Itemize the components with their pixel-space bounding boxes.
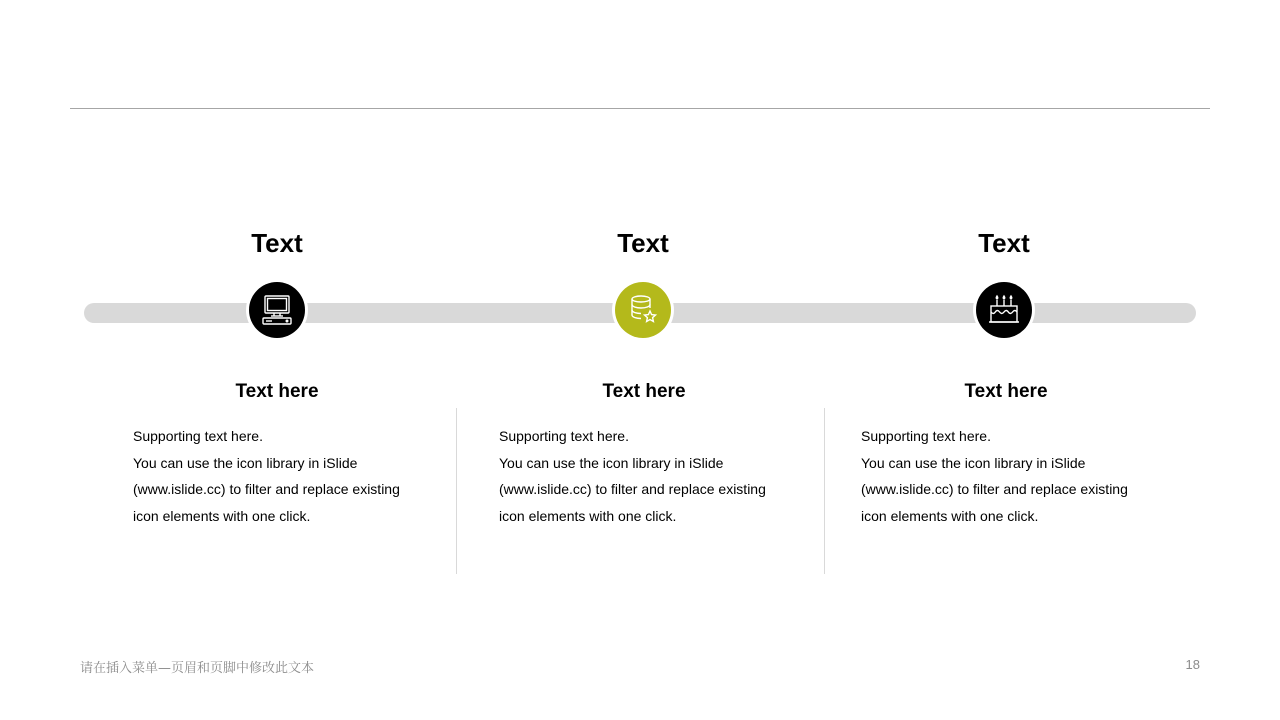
database-star-icon: [626, 293, 660, 327]
step-1-body-line: Supporting text here.: [133, 428, 263, 444]
step-2-title: Text: [617, 228, 669, 258]
step-2-body-line: icon elements with one click.: [499, 507, 677, 524]
step-3-title: Text: [978, 228, 1030, 258]
footer-text: 请在插入菜单—页眉和页脚中修改此文本: [80, 661, 315, 676]
step-1-body-line: icon elements with one click.: [133, 507, 311, 524]
step-1-body-line: You can use the icon library in iSlide: [133, 454, 358, 471]
step-3-subtitle: Text here: [964, 381, 1048, 402]
step-2-body-line: You can use the icon library in iSlide: [499, 454, 724, 471]
computer-icon: [260, 293, 294, 327]
step-3-body-line: You can use the icon library in iSlide: [861, 454, 1086, 471]
step-3-body-line: icon elements with one click.: [861, 507, 1039, 524]
step-2-node: [612, 279, 674, 341]
step-3-disc: [976, 282, 1032, 338]
step-3-node: [973, 279, 1035, 341]
step-2-body: [499, 423, 789, 529]
step-2-body-line: (www.islide.cc) to filter and replace existing: [499, 481, 766, 497]
step-3-body: [861, 423, 1151, 529]
column-divider: [456, 408, 457, 574]
step-1-title: Text: [251, 228, 303, 258]
step-2-disc: [615, 282, 671, 338]
step-1-body-line: (www.islide.cc) to filter and replace existing: [133, 481, 400, 497]
step-3-body-line: (www.islide.cc) to filter and replace existing: [861, 481, 1128, 497]
page-number: 18: [1185, 657, 1200, 672]
step-1-subtitle: Text here: [235, 381, 319, 402]
step-2-body-line: Supporting text here.: [499, 428, 629, 444]
header-rule: [70, 108, 1210, 109]
step-2-subtitle: Text here: [602, 381, 686, 402]
step-3-body-line: Supporting text here.: [861, 428, 991, 444]
birthday-cake-icon: [987, 293, 1021, 327]
step-1-body: [133, 423, 423, 529]
step-1-disc: [249, 282, 305, 338]
column-divider: [824, 408, 825, 574]
step-1-node: [246, 279, 308, 341]
